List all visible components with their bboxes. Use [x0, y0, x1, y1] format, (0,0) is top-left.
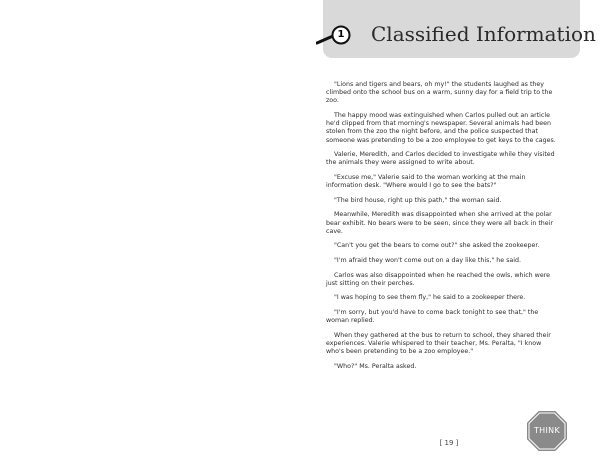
think-label: THINK: [534, 426, 560, 435]
story-paragraph: The happy mood was extinguished when Carlos pulled out an article he'd clipped from that morning's newspaper. Several animals had been stolen from the zoo the night before, and the police suspected that someone was pretending to be a zoo employee to get keys to the cages.: [326, 112, 556, 144]
story-paragraph: "Can't you get the bears to come out?" she asked the zookeeper.: [334, 242, 540, 250]
story-paragraph: Meanwhile, Meredith was disappointed when she arrived at the polar bear exhibit. No bears were to be seen, since they were all back in their cave.: [326, 211, 554, 235]
story-paragraph: Valerie, Meredith, and Carlos decided to investigate while they visited the animals they were assigned to write about.: [326, 151, 555, 167]
story-paragraph: "I'm afraid they won't come out on a day like this," he said.: [334, 256, 522, 264]
story-paragraph: "The bird house, right up this path," the woman said.: [334, 196, 502, 204]
story-paragraph: "I was hoping to see them fly," he said to a zookeeper there.: [334, 294, 526, 302]
story-paragraph: "Lions and tigers and bears, oh my!" the students laughed as they climbed onto the school bus on a warm, sunny day for a field trip to the zoo.: [326, 81, 553, 105]
chapter-title: Classified Information: [371, 22, 596, 46]
story-text: [326, 81, 558, 377]
story-paragraph: Carlos was also disappointed when he reached the owls, which were just sitting on their perches.: [326, 271, 551, 287]
story-paragraph: When they gathered at the bus to return to school, they shared their experiences. Valerie whispered to their teacher, Ms. Peralta, "I know who's been pretending to be a zoo employee.": [326, 331, 551, 356]
page-number: [ 19 ]: [439, 439, 459, 447]
story-paragraph: "Who?" Ms. Peralta asked.: [334, 362, 417, 370]
story-paragraph: "I'm sorry, but you'd have to come back tonight to see that," the woman replied.: [326, 308, 539, 325]
story-paragraph: "Excuse me," Valerie said to the woman working at the main information desk. "Where would I go to see the bats?": [326, 174, 526, 190]
chapter-number: 1: [337, 29, 345, 40]
